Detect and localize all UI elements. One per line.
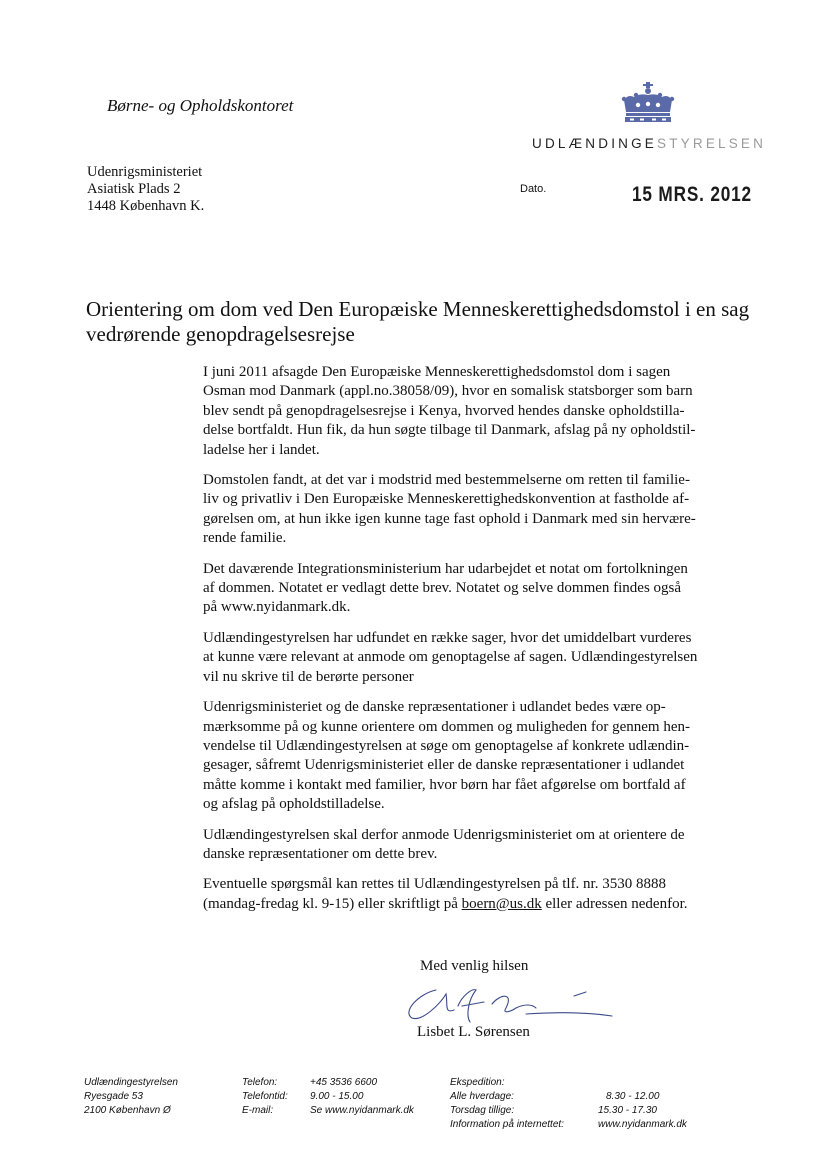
paragraph xyxy=(203,698,773,814)
paragraph xyxy=(203,363,773,460)
text-segment: (mandag-fredag kl. 9-15) eller skriftligt på xyxy=(203,895,462,912)
text-line: og afslag på opholdstilladelse. xyxy=(203,796,385,813)
closing-greeting: Med venlig hilsen xyxy=(420,958,529,974)
footer-value: 15.30 - 17.30 xyxy=(598,1105,657,1116)
footer-value: +45 3536 6600 xyxy=(310,1077,378,1088)
footer-label: Alle hverdage: xyxy=(450,1091,514,1102)
recipient-line: Asiatisk Plads 2 xyxy=(87,181,181,197)
footer-hours-values xyxy=(598,1090,687,1132)
text-line: måtte komme i kontakt med familier, hvor børn har fået afgørelse om bortfald af xyxy=(203,776,686,793)
footer-value: 8.30 - 12.00 xyxy=(606,1091,660,1102)
footer-label: Torsdag tillige: xyxy=(450,1105,515,1116)
footer-contact-values xyxy=(310,1076,414,1118)
footer-contact-labels xyxy=(242,1076,288,1118)
text-line: blev sendt på genopdragelsesrejse i Kenya, hvorved hendes danske opholdstilla- xyxy=(203,402,685,419)
recipient-line: 1448 København K. xyxy=(87,198,205,214)
text-line: delse bortfaldt. Hun fik, da hun søgte tilbage til Danmark, afslag på ny opholdstil- xyxy=(203,422,696,439)
handwritten-signature xyxy=(396,982,621,1028)
paragraph xyxy=(203,875,773,914)
paragraph xyxy=(203,629,773,687)
paragraph xyxy=(203,471,773,549)
footer-value: www.nyidanmark.dk xyxy=(598,1119,687,1130)
agency-wordmark xyxy=(532,136,766,151)
paragraph xyxy=(203,826,773,865)
text-line: Det daværende Integrationsministerium har udarbejdet et notat om fortolkningen xyxy=(203,560,688,577)
footer-value: Se www.nyidanmark.dk xyxy=(310,1105,414,1116)
text-line: vil nu skrive til de berørte personer xyxy=(203,668,414,685)
footer-line: Ryesgade 53 xyxy=(84,1091,143,1102)
text-line: rende familie. xyxy=(203,530,287,547)
text-line: mærksomme på og kunne orientere om dommen og muligheden for gennem hen- xyxy=(203,718,690,735)
footer-value: 9.00 - 15.00 xyxy=(310,1091,364,1102)
text-line: gesager, såfremt Udenrigsministeriet eller de danske repræsentationer i udlandet xyxy=(203,757,685,774)
text-segment: eller adressen nedenfor. xyxy=(541,895,688,912)
footer-hours-labels xyxy=(450,1076,564,1132)
text-line: Udlændingestyrelsen har udfundet en række sager, hvor det umiddelbart vurderes xyxy=(203,629,692,646)
letter-body xyxy=(203,363,773,925)
department-name: Børne- og Opholdskontoret xyxy=(107,96,294,115)
agency-wordmark-dark: UDLÆNDINGE xyxy=(532,136,658,151)
text-line xyxy=(203,896,688,912)
footer-label: Information på internettet: xyxy=(450,1119,564,1130)
text-line: Eventuelle spørgsmål kan rettes til Udlændingestyrelsen på tlf. nr. 3530 8888 xyxy=(203,876,666,893)
date-stamp: 15 MRS. 2012 xyxy=(632,183,752,206)
agency-wordmark-light: STYRELSEN xyxy=(657,136,767,151)
text-line: gørelsen om, at hun ikke igen kunne tage fast ophold i Danmark med sin hervære- xyxy=(203,510,696,527)
paragraph xyxy=(203,560,773,618)
text-line: af dommen. Notatet er vedlagt dette brev. Notatet og selve dommen findes også xyxy=(203,580,682,597)
recipient-address xyxy=(87,164,204,215)
text-line: I juni 2011 afsagde Den Europæiske Menneskerettighedsdomstol dom i sagen xyxy=(203,364,671,380)
footer-label: Telefon: xyxy=(242,1077,278,1088)
text-line: ladelse her i landet. xyxy=(203,441,320,458)
text-line: vendelse til Udlændingestyrelsen at søge om genoptagelse af konkrete udlændin- xyxy=(203,737,690,754)
signer-name: Lisbet L. Sørensen xyxy=(417,1024,530,1040)
text-line: at kunne være relevant at anmode om genoptagelse af sagen. Udlændingestyrelsen xyxy=(203,649,698,666)
text-line: Udlændingestyrelsen skal derfor anmode Udenrigsministeriet om at orientere de xyxy=(203,826,685,843)
footer-address xyxy=(84,1076,178,1118)
recipient-line: Udenrigsministeriet xyxy=(87,164,203,180)
text-line: Udenrigsministeriet og de danske repræsentationer i udlandet bedes være op- xyxy=(203,699,666,716)
footer-label: Ekspedition: xyxy=(450,1077,505,1088)
royal-crown-icon xyxy=(618,82,678,124)
text-line: Domstolen fandt, at det var i modstrid med bestemmelserne om retten til familie- xyxy=(203,472,690,489)
footer-label: E-mail: xyxy=(242,1105,274,1116)
text-line: danske repræsentationer om dette brev. xyxy=(203,845,438,862)
text-line: på www.nyidanmark.dk. xyxy=(203,599,351,616)
letter-heading: Orientering om dom ved Den Europæiske Menneskerettighedsdomstol i en sag vedrørende genopdragelsesrejse xyxy=(86,297,750,346)
footer-label: Telefontid: xyxy=(242,1091,288,1102)
text-line: liv og privatliv i Den Europæiske Menneskerettighedskonvention at fastholde af- xyxy=(203,491,690,508)
email-link[interactable]: boern@us.dk xyxy=(461,895,542,912)
date-label: Dato. xyxy=(520,183,547,195)
footer-line: Udlændingestyrelsen xyxy=(84,1077,178,1088)
footer-line: 2100 København Ø xyxy=(84,1105,171,1116)
text-line: Osman mod Danmark (appl.no.38058/09), hvor en somalisk statsborger som barn xyxy=(203,383,693,400)
